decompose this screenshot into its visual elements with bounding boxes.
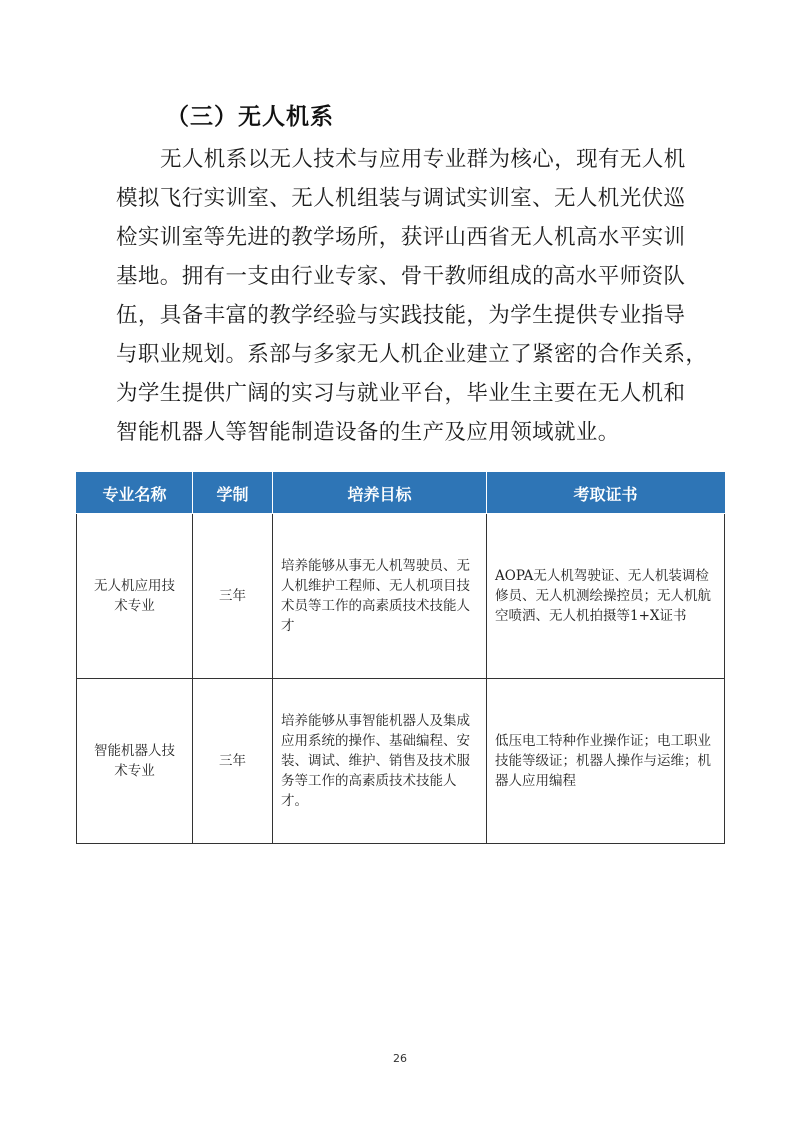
table-row xyxy=(77,514,725,679)
paragraph-line: 基地。拥有一支由行业专家、骨干教师组成的高水平师资队 xyxy=(116,264,686,289)
cell-training-goal: 培养能够从事智能机器人及集成应用系统的操作、基础编程、安装、调试、维护、销售及技术服务等工作的高素质技术技能人才。 xyxy=(273,679,487,844)
header-training-goal: 培养目标 xyxy=(273,473,487,514)
cell-duration: 三年 xyxy=(193,679,273,844)
cell-duration: 三年 xyxy=(193,514,273,679)
page-number: 26 xyxy=(393,1052,407,1065)
cell-training-goal: 培养能够从事无人机驾驶员、无人机维护工程师、无人机项目技术员等工作的高素质技术技能人才 xyxy=(273,514,487,679)
paragraph-line: 模拟飞行实训室、无人机组装与调试实训室、无人机光伏巡 xyxy=(116,186,686,211)
paragraph-line: 为学生提供广阔的实习与就业平台，毕业生主要在无人机和 xyxy=(116,381,686,406)
table-row xyxy=(77,679,725,844)
cell-major-name: 智能机器人技术专业 xyxy=(77,679,193,844)
header-certificates: 考取证书 xyxy=(487,473,725,514)
table-header-row xyxy=(77,473,725,514)
paragraph-line: 伍，具备丰富的教学经验与实践技能，为学生提供专业指导 xyxy=(116,303,686,328)
paragraph-line: 检实训室等先进的教学场所，获评山西省无人机高水平实训 xyxy=(116,225,686,250)
paragraph-line: 无人机系以无人技术与应用专业群为核心，现有无人机 xyxy=(160,147,686,172)
header-duration: 学制 xyxy=(193,473,273,514)
paragraph-line: 与职业规划。系部与多家无人机企业建立了紧密的合作关系， xyxy=(116,342,708,367)
paragraph-line: 智能机器人等智能制造设备的生产及应用领域就业。 xyxy=(116,420,620,445)
majors-table xyxy=(76,472,725,844)
body-paragraph xyxy=(116,140,708,452)
cell-certificates: AOPA无人机驾驶证、无人机装调检修员、无人机测绘操控员；无人机航空喷洒、无人机拍摄等1+X证书 xyxy=(487,514,725,679)
section-heading: （三）无人机系 xyxy=(166,104,334,130)
cell-certificates: 低压电工特种作业操作证；电工职业技能等级证；机器人操作与运维；机器人应用编程 xyxy=(487,679,725,844)
header-major-name: 专业名称 xyxy=(77,473,193,514)
cell-major-name: 无人机应用技术专业 xyxy=(77,514,193,679)
